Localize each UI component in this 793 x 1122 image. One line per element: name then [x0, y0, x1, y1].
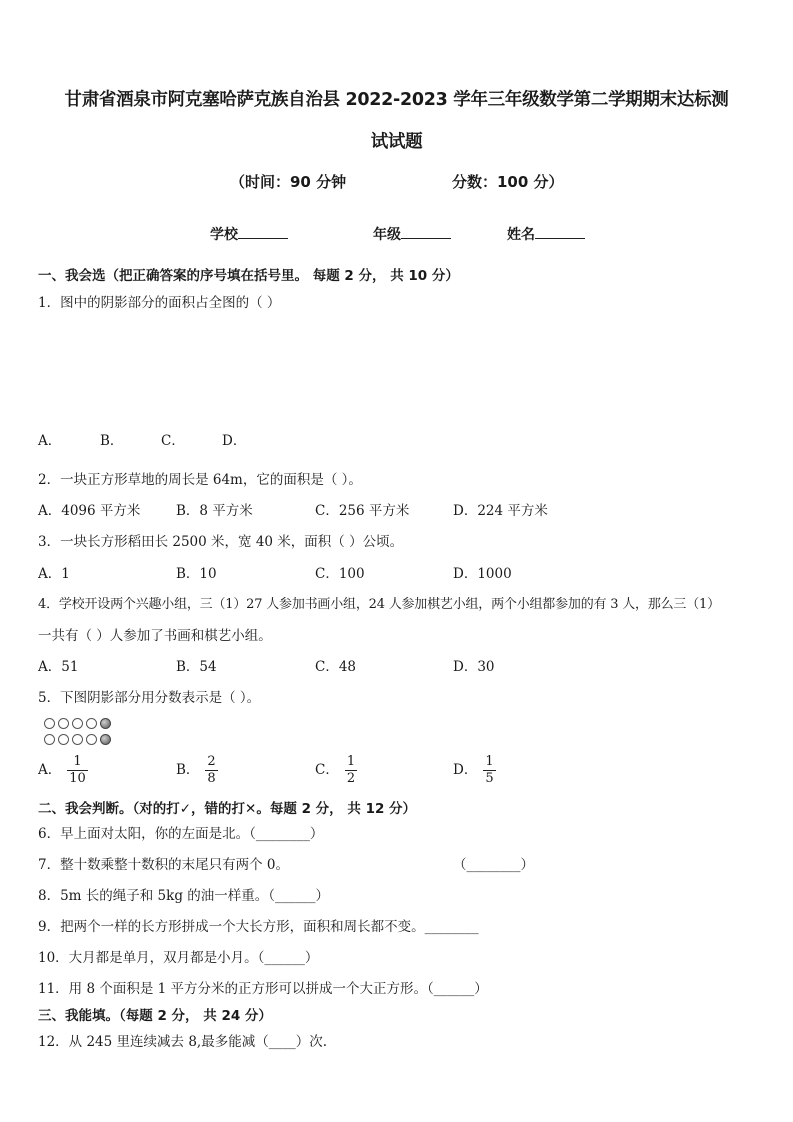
dot-row: [44, 734, 111, 747]
q5-option-a: [38, 754, 88, 787]
question-4-line-1: 4．学校开设两个兴趣小组，三（1）27 人参加书画小组，24 人参加棋艺小组，两个小组都参加的有 3 人，那么三（1）: [38, 597, 720, 612]
grade-field: [373, 224, 451, 244]
school-field: [210, 224, 288, 244]
q4-option-a: A．51: [38, 659, 79, 675]
q2-option-c: C．256 平方米: [315, 503, 410, 519]
question-11: 11．用 8 个面积是 1 平方分米的正方形可以拼成一个大正方形。（______）: [38, 981, 488, 997]
q4-option-d: D．30: [453, 659, 495, 675]
section-1-heading: 一、我会选（把正确答案的序号填在括号里。 每题 2 分， 共 10 分）: [38, 268, 459, 284]
q5-option-b-label: B．: [176, 762, 200, 778]
question-7: 7．整十数乘整十数积的末尾只有两个 0。: [38, 857, 289, 873]
fraction-numerator: 1: [73, 754, 82, 769]
question-6: 6．早上面对太阳，你的左面是北。（________）: [38, 826, 324, 842]
question-7-blank: （________）: [453, 857, 534, 873]
school-label: 学校: [210, 227, 238, 243]
question-12: 12．从 245 里连续减去 8,最多能减（____）次.: [38, 1034, 327, 1050]
empty-circle: [58, 734, 69, 745]
exam-time: （时间：90 分钟: [230, 173, 347, 191]
empty-circle: [72, 718, 83, 729]
grade-blank: [401, 224, 451, 239]
q1-option-a: A．: [38, 433, 62, 449]
q5-option-a-label: A．: [38, 762, 62, 778]
shaded-circle: [100, 734, 111, 745]
fraction-denominator: 10: [69, 771, 86, 786]
grade-label: 年级: [373, 227, 401, 243]
q5-option-b: [176, 754, 218, 787]
school-blank: [238, 224, 288, 239]
question-10: 10．大月都是单月，双月都是小月。（______）: [38, 950, 319, 966]
q5-option-d: [453, 754, 496, 787]
name-blank: [535, 224, 585, 239]
q5-option-d-fraction: [483, 754, 495, 787]
name-label: 姓名: [507, 227, 535, 243]
fraction-denominator: 8: [207, 771, 216, 786]
empty-circle: [86, 734, 97, 745]
empty-circle: [86, 718, 97, 729]
fraction-denominator: 5: [485, 771, 494, 786]
empty-circle: [58, 718, 69, 729]
q1-option-d: D．: [222, 433, 247, 449]
dot-row: [44, 718, 111, 731]
q3-option-a: A．1: [38, 566, 70, 582]
question-4-line-2: 一共有（ ）人参加了书画和棋艺小组。: [38, 628, 272, 644]
name-field: [507, 224, 585, 244]
fraction-numerator: 1: [485, 754, 494, 769]
q3-option-c: C．100: [315, 566, 365, 582]
fraction-numerator: 1: [346, 754, 356, 769]
fraction-denominator: 2: [346, 771, 356, 786]
fraction-numerator: 2: [207, 754, 216, 769]
q5-dots-figure: [44, 718, 111, 750]
q5-option-a-fraction: [67, 754, 88, 787]
empty-circle: [44, 718, 55, 729]
q2-option-b: B．8 平方米: [176, 503, 253, 519]
q4-option-c: C．48: [315, 659, 357, 675]
q5-option-c-fraction: [345, 754, 357, 787]
shaded-circle: [100, 718, 111, 729]
question-5: 5．下图阴影部分用分数表示是（ ）。: [38, 690, 261, 706]
q3-option-d: D．1000: [453, 566, 512, 582]
section-3-heading: 三、我能填。（每题 2 分， 共 24 分）: [38, 1008, 272, 1024]
q1-option-b: B．: [100, 433, 124, 449]
q1-option-c: C．: [161, 433, 185, 449]
q5-option-c: [315, 754, 357, 787]
question-9: 9．把两个一样的长方形拼成一个大长方形，面积和周长都不变。________: [38, 919, 479, 935]
q2-option-a: A．4096 平方米: [38, 503, 141, 519]
q5-option-b-fraction: [205, 754, 217, 787]
q2-option-d: D．224 平方米: [453, 503, 548, 519]
question-8: 8．5m 长的绳子和 5kg 的油一样重。（______）: [38, 888, 330, 904]
empty-circle: [72, 734, 83, 745]
exam-title-line-2: 试试题: [370, 132, 423, 152]
exam-title-line-1: 甘肃省酒泉市阿克塞哈萨克族自治县 2022-2023 学年三年级数学第二学期期末达标测: [64, 90, 729, 110]
exam-score: 分数：100 分）: [452, 173, 564, 191]
q5-option-c-label: C．: [315, 762, 339, 778]
q3-option-b: B．10: [176, 566, 217, 582]
q4-option-b: B．54: [176, 659, 217, 675]
empty-circle: [44, 734, 55, 745]
question-2: 2．一块正方形草地的周长是 64m，它的面积是（ ）。: [38, 472, 362, 488]
question-3: 3．一块长方形稻田长 2500 米，宽 40 米，面积（ ）公顷。: [38, 534, 404, 550]
section-2-heading: 二、我会判断。（对的打✓，错的打✕。每题 2 分， 共 12 分）: [38, 801, 417, 817]
question-1: 1．图中的阴影部分的面积占全图的（ ）: [38, 295, 281, 311]
q5-option-d-label: D．: [453, 762, 478, 778]
